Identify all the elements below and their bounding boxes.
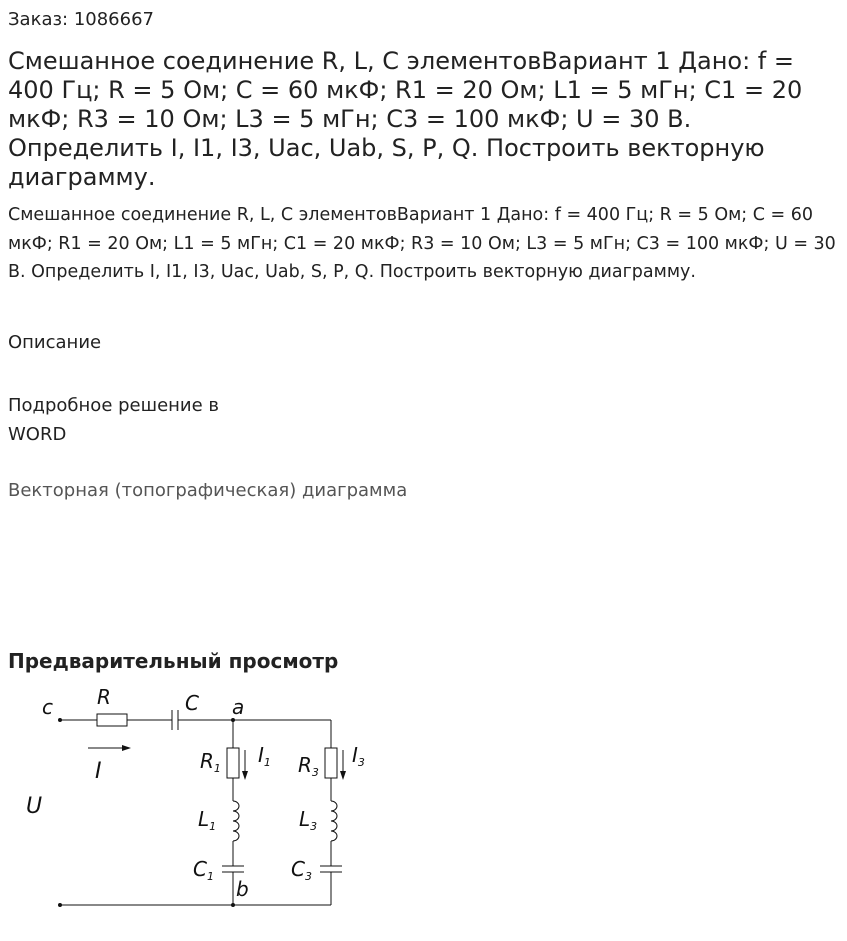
label-node-a: a [232, 695, 245, 719]
current-arrowhead-i3 [340, 771, 346, 780]
label-r1: $R_1$ [200, 749, 221, 775]
description-heading: Описание [8, 332, 102, 353]
node-bottom-left-dot [58, 903, 62, 907]
preview-heading: Предварительный просмотр [8, 649, 339, 673]
label-r3: $R_3$ [298, 753, 319, 779]
label-node-b: b [236, 877, 249, 901]
current-arrowhead-i1 [242, 771, 248, 780]
resistor-r1 [227, 748, 239, 778]
inductor-l3 [331, 801, 337, 841]
label-c: C [185, 691, 199, 715]
solution-note: Подробное решение в WORD [8, 395, 220, 445]
inductor-l1 [233, 801, 239, 841]
label-u: U [26, 794, 43, 819]
order-number: Заказ: 1086667 [8, 9, 154, 30]
label-i: I [95, 759, 102, 784]
resistor-r [97, 714, 127, 726]
vector-diagram-link[interactable]: Векторная (топографическая) диаграмма [8, 480, 408, 501]
label-i1: $I_1$ [258, 743, 271, 769]
label-c3: $C_3$ [291, 857, 312, 883]
circuit-diagram [0, 680, 420, 920]
page-title: Смешанное соединение R, L, C элементовВариант 1 Дано: f = 400 Гц; R = 5 Ом; C = 60 мкФ; R1 = 20 Ом; L1 = 5 мГн; C1 = 20 мкФ; R3 = 10 Ом; L3 = 5 мГн; C3 = 100 мкФ; U = 30 В. Определить I, I1, I3, Uac, Uab, S, P, Q. Построить векторную диаграмму. [8, 47, 803, 191]
problem-text: Смешанное соединение R, L, C элементовВариант 1 Дано: f = 400 Гц; R = 5 Ом; C = 60 мкФ; R1 = 20 Ом; L1 = 5 мГн; C1 = 20 мкФ; R3 = 10 Ом; L3 = 5 мГн; C3 = 100 мкФ; U = 30 В. Определить I, I1, I3, Uac, Uab, S, P, Q. Построить векторную диаграмму. [8, 205, 836, 282]
label-node-c: c [42, 695, 53, 719]
label-i3: $I_3$ [352, 743, 365, 769]
label-l1: $L_1$ [198, 807, 217, 833]
resistor-r3 [325, 748, 337, 778]
label-r: R [97, 685, 111, 709]
label-l3: $L_3$ [299, 807, 318, 833]
current-arrowhead-i [122, 745, 131, 751]
node-c-dot [58, 718, 62, 722]
label-c1: $C_1$ [193, 857, 214, 883]
node-b-dot [231, 903, 235, 907]
